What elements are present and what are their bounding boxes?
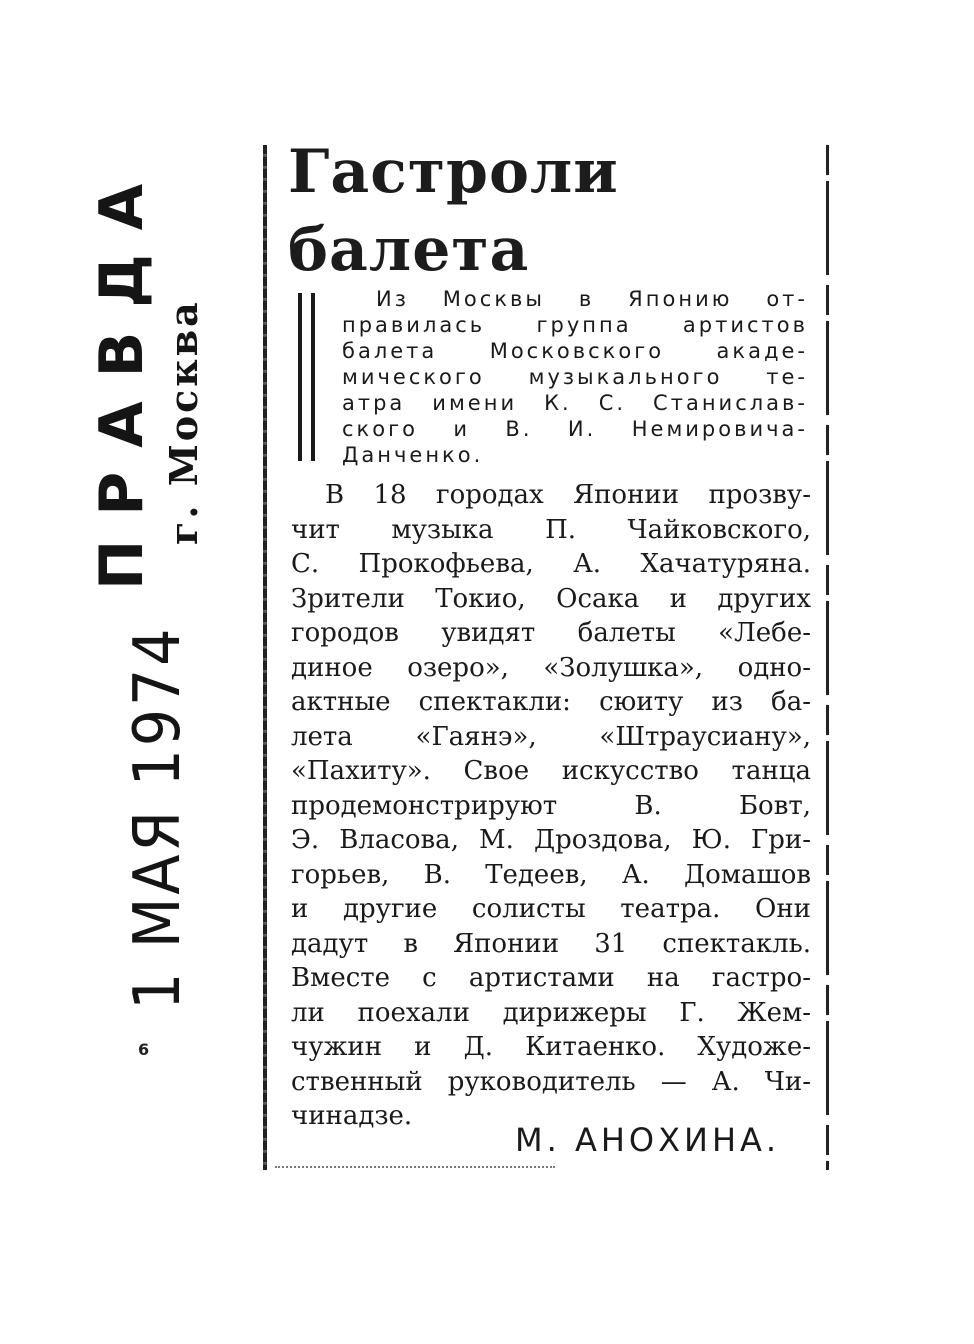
newspaper-name: ПРАВДА bbox=[87, 159, 157, 590]
headline-line-2: балета bbox=[288, 215, 530, 285]
body-line: С. Прокофьева, А. Хачатуряна. bbox=[291, 549, 811, 579]
column-rule-left bbox=[263, 145, 267, 1170]
body-line: ли поехали дирижеры Г. Жем- bbox=[291, 997, 811, 1028]
body-line: диное озеро», «Золушка», одно- bbox=[291, 652, 811, 683]
body-line: Зрители Токио, Осака и других bbox=[291, 583, 811, 614]
body-line: чинадзе. bbox=[291, 1101, 413, 1131]
headline-line-1: Гастроли bbox=[288, 137, 619, 207]
lead-line: балета Московского акаде- bbox=[342, 339, 808, 363]
issue-date: 1 МАЯ 1974 bbox=[121, 625, 195, 1010]
body-line: актные спектакли: сюиту из ба- bbox=[291, 687, 811, 717]
body-line: В 18 городах Японии прозву- bbox=[325, 480, 811, 510]
article-headline bbox=[288, 133, 808, 289]
body-line: городов увидят балеты «Лебе- bbox=[291, 618, 811, 648]
body-line: горьев, В. Тедеев, А. Домашов bbox=[291, 859, 811, 890]
body-line: продемонстрируют В. Бовт, bbox=[291, 790, 811, 821]
lead-line: ского и В. И. Немировича- bbox=[342, 417, 808, 441]
lead-line: мического музыкального те- bbox=[342, 365, 808, 389]
lead-bar bbox=[311, 293, 315, 461]
body-line: чужин и Д. Китаенко. Художе- bbox=[291, 1032, 811, 1062]
body-line: «Пахиту». Свое искусство танца bbox=[291, 756, 811, 786]
body-line: дадут в Японии 31 спектакль. bbox=[291, 928, 811, 959]
article-author: М. АНОХИНА. bbox=[515, 1121, 781, 1159]
lead-bar bbox=[298, 293, 302, 461]
body-line: Э. Власова, М. Дроздова, Ю. Гри- bbox=[291, 825, 811, 855]
column-rule-right bbox=[826, 145, 829, 1170]
page-number: 6 bbox=[138, 1040, 150, 1059]
body-line: ственный руководитель — А. Чи- bbox=[291, 1066, 811, 1097]
lead-line: Данченко. bbox=[342, 443, 484, 467]
lead-line: правилась группа артистов bbox=[342, 313, 808, 337]
body-line: чит музыка П. Чайковского, bbox=[291, 514, 811, 545]
article-body bbox=[291, 478, 811, 1134]
newspaper-city: г. Москва bbox=[161, 299, 206, 545]
lead-line: атра имени К. С. Станислав- bbox=[342, 391, 808, 415]
lead-marker bbox=[298, 293, 322, 461]
lead-line: Из Москвы в Японию от- bbox=[376, 287, 808, 311]
column-rule-bottom bbox=[275, 1166, 555, 1169]
body-line: лета «Гаянэ», «Штраусиану», bbox=[291, 721, 811, 752]
article-lead bbox=[342, 286, 808, 468]
body-line: Вместе с артистами на гастро- bbox=[291, 963, 811, 993]
body-line: и другие солисты театра. Они bbox=[291, 894, 811, 924]
